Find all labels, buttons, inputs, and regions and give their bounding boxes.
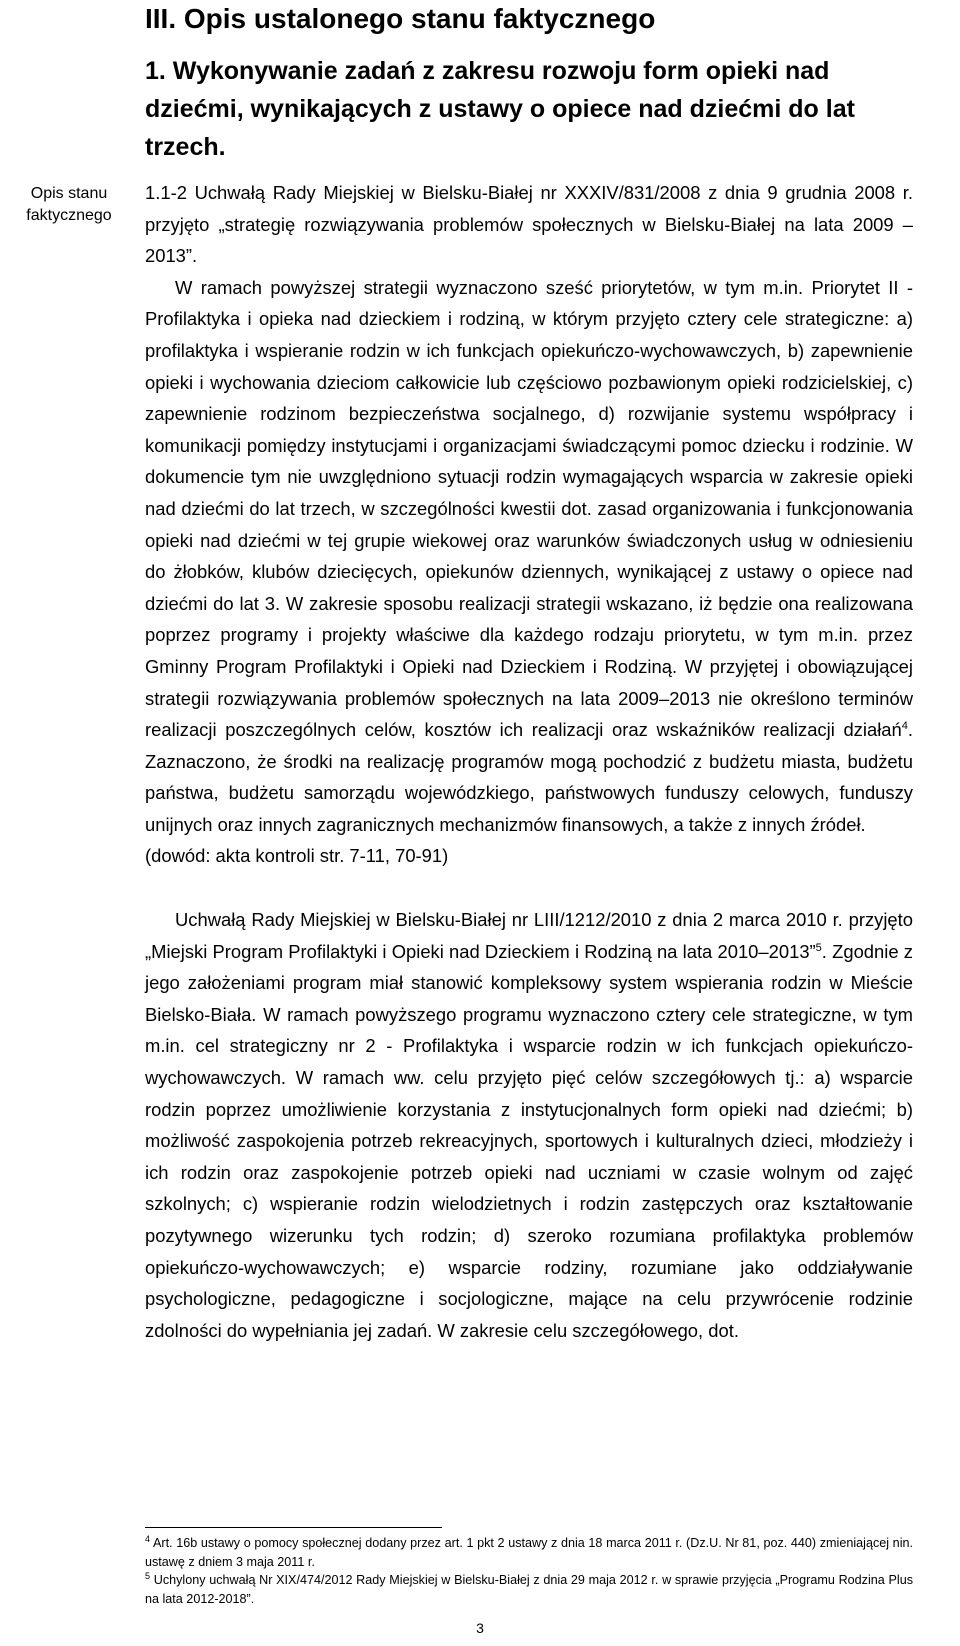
paragraph-text-tail: . Zgodnie z jego założeniami program miał stanowić kompleksowy system wspierania rodzin w Mieście Bielsko-Biała. W ramach powyższego programu wyznaczono cztery cele strategiczne, w tym m.in. cel strategiczny nr 2 - Profilaktyka i wsparcie rodzin w ich funkcjach opiekuńczo-wychowawczych. W ramach ww. celu przyjęto pięć celów szczegółowych tj.: a) wsparcie rodzin poprzez umożliwienie korzystania z instytucjonalnych form opieki nad dziećmi; b) możliwość zaspokojenia potrzeb rekreacyjnych, sportowych i kulturalnych dzieci, młodzieży i ich rodzin oraz zaspokojenie potrzeb opieki nad uczniami w czasie wolnym od zajęć szkolnych; c) wspieranie rodzin wielodzietnych i rodzin zastępczych oraz kształtowanie pozytywnego wizerunku tych rodzin; d) szeroko rozumiana profilaktyka problemów opiekuńczo-wychowawczych; e) wsparcie rodziny, rozumiane jako oddziaływanie psychologiczne, pedagogiczne i socjologiczne, mające na celu przywrócenie rodzinie zdolności do wypełniania jej zadań. W zakresie celu szczegółowego, dot.: [145, 940, 913, 1341]
footnote-separator: [145, 1527, 442, 1528]
page-number: 3: [476, 1620, 484, 1636]
footnote-number: 4: [145, 1533, 151, 1544]
footnote-text: Art. 16b ustawy o pomocy społecznej dodany przez art. 1 pkt 2 ustawy z dnia 18 marca 2011 r. (Dz.U. Nr 81, poz. 440) zmieniającej nin. ustawę z dniem 3 maja 2011 r.: [145, 1536, 913, 1569]
paragraph-resolution-2008: 1.1-2 Uchwałą Rady Miejskiej w Bielsku-Białej nr XXXIV/831/2008 z dnia 9 grudnia 2008 r. przyjęto „strategię rozwiązywania problemów społecznych w Bielsku-Białej na lata 2009 – 2013”.: [145, 182, 913, 267]
footnote-number: 5: [145, 1570, 151, 1581]
side-note: Opis stanu faktycznego: [26, 185, 112, 224]
body-text: [145, 177, 913, 1346]
footnote-5: [145, 1571, 913, 1608]
paragraph-text: W ramach powyższej strategii wyznaczono sześć priorytetów, w tym m.in. Priorytet II - Profilaktyka i opieka nad dzieckiem i rodziną, w którym przyjęto cztery cele strategiczne: a) profilaktyka i wspieranie rodzin w ich funkcjach opiekuńczo-wychowawczych, b) zapewnienie opieki i wychowania dzieciom całkowicie lub częściowo pozbawionym opieki rodzicielskiej, c) zapewnienie rodzinom bezpieczeństwa socjalnego, d) rozwijanie systemu współpracy i komunikacji pomiędzy instytucjami i organizacjami świadczącymi pomoc dziecku i rodzinie. W dokumencie tym nie uwzględniono sytuacji rodzin wymagających wsparcia w zakresie opieki nad dziećmi do lat trzech, w szczególności kwestii dot. zasad organizowania i funkcjonowania opieki nad dziećmi w tej grupie wiekowej oraz warunków świadczonych usług w odniesieniu do żłobków, klubów dziecięcych, opiekunów dziennych, wynikającej z ustawy o opiece nad dziećmi do lat 3. W zakresie sposobu realizacji strategii wskazano, iż będzie ona realizowana poprzez programy i projekty właściwe dla każdego rodzaju priorytetu, w tym m.in. przez Gminny Program Profilaktyki i Opieki nad Dzieckiem i Rodziną. W przyjętej i obowiązującej strategii rozwiązywania problemów społecznych na lata 2009–2013 nie określono terminów realizacji poszczególnych celów, kosztów ich realizacji oraz wskaźników realizacji działań: [145, 276, 913, 741]
footnote-text: Uchylony uchwałą Nr XIX/474/2012 Rady Miejskiej w Bielsku-Białej z dnia 29 maja 2012 r. w sprawie przyjęcia „Programu Rodzina Plus na lata 2012-2018”.: [145, 1573, 913, 1606]
subsection-heading: 1. Wykonywanie zadań z zakresu rozwoju form opieki nad dziećmi, wynikających z ustawy o opiece nad dziećmi do lat trzech.: [145, 57, 855, 161]
paragraph-text: Uchwałą Rady Miejskiej w Bielsku-Białej nr LIII/1212/2010 z dnia 2 marca 2010 r. przyjęto „Miejski Program Profilaktyki i Opieki nad Dzieckiem i Rodziną na lata 2010–2013”: [145, 909, 913, 962]
footnote-ref-5: 5: [815, 941, 822, 954]
footnote-4: [145, 1534, 913, 1571]
paragraph-resolution-2010: [145, 904, 913, 1346]
footnote-ref-4: 4: [901, 719, 908, 732]
evidence-note: (dowód: akta kontroli str. 7-11, 70-91): [145, 845, 449, 867]
paragraph-strategy-priorities: [145, 272, 913, 841]
footnotes: [145, 1534, 913, 1608]
paragraph-text-tail: . Zaznaczono, że środki na realizację programów mogą pochodzić z budżetu miasta, budżetu państwa, budżetu samorządu wojewódzkiego, państwowych funduszy celowych, funduszy unijnych oraz innych zagranicznych mechanizmów finansowych, a także z innych źródeł.: [145, 719, 913, 835]
section-heading: III. Opis ustalonego stanu faktycznego: [145, 3, 656, 34]
